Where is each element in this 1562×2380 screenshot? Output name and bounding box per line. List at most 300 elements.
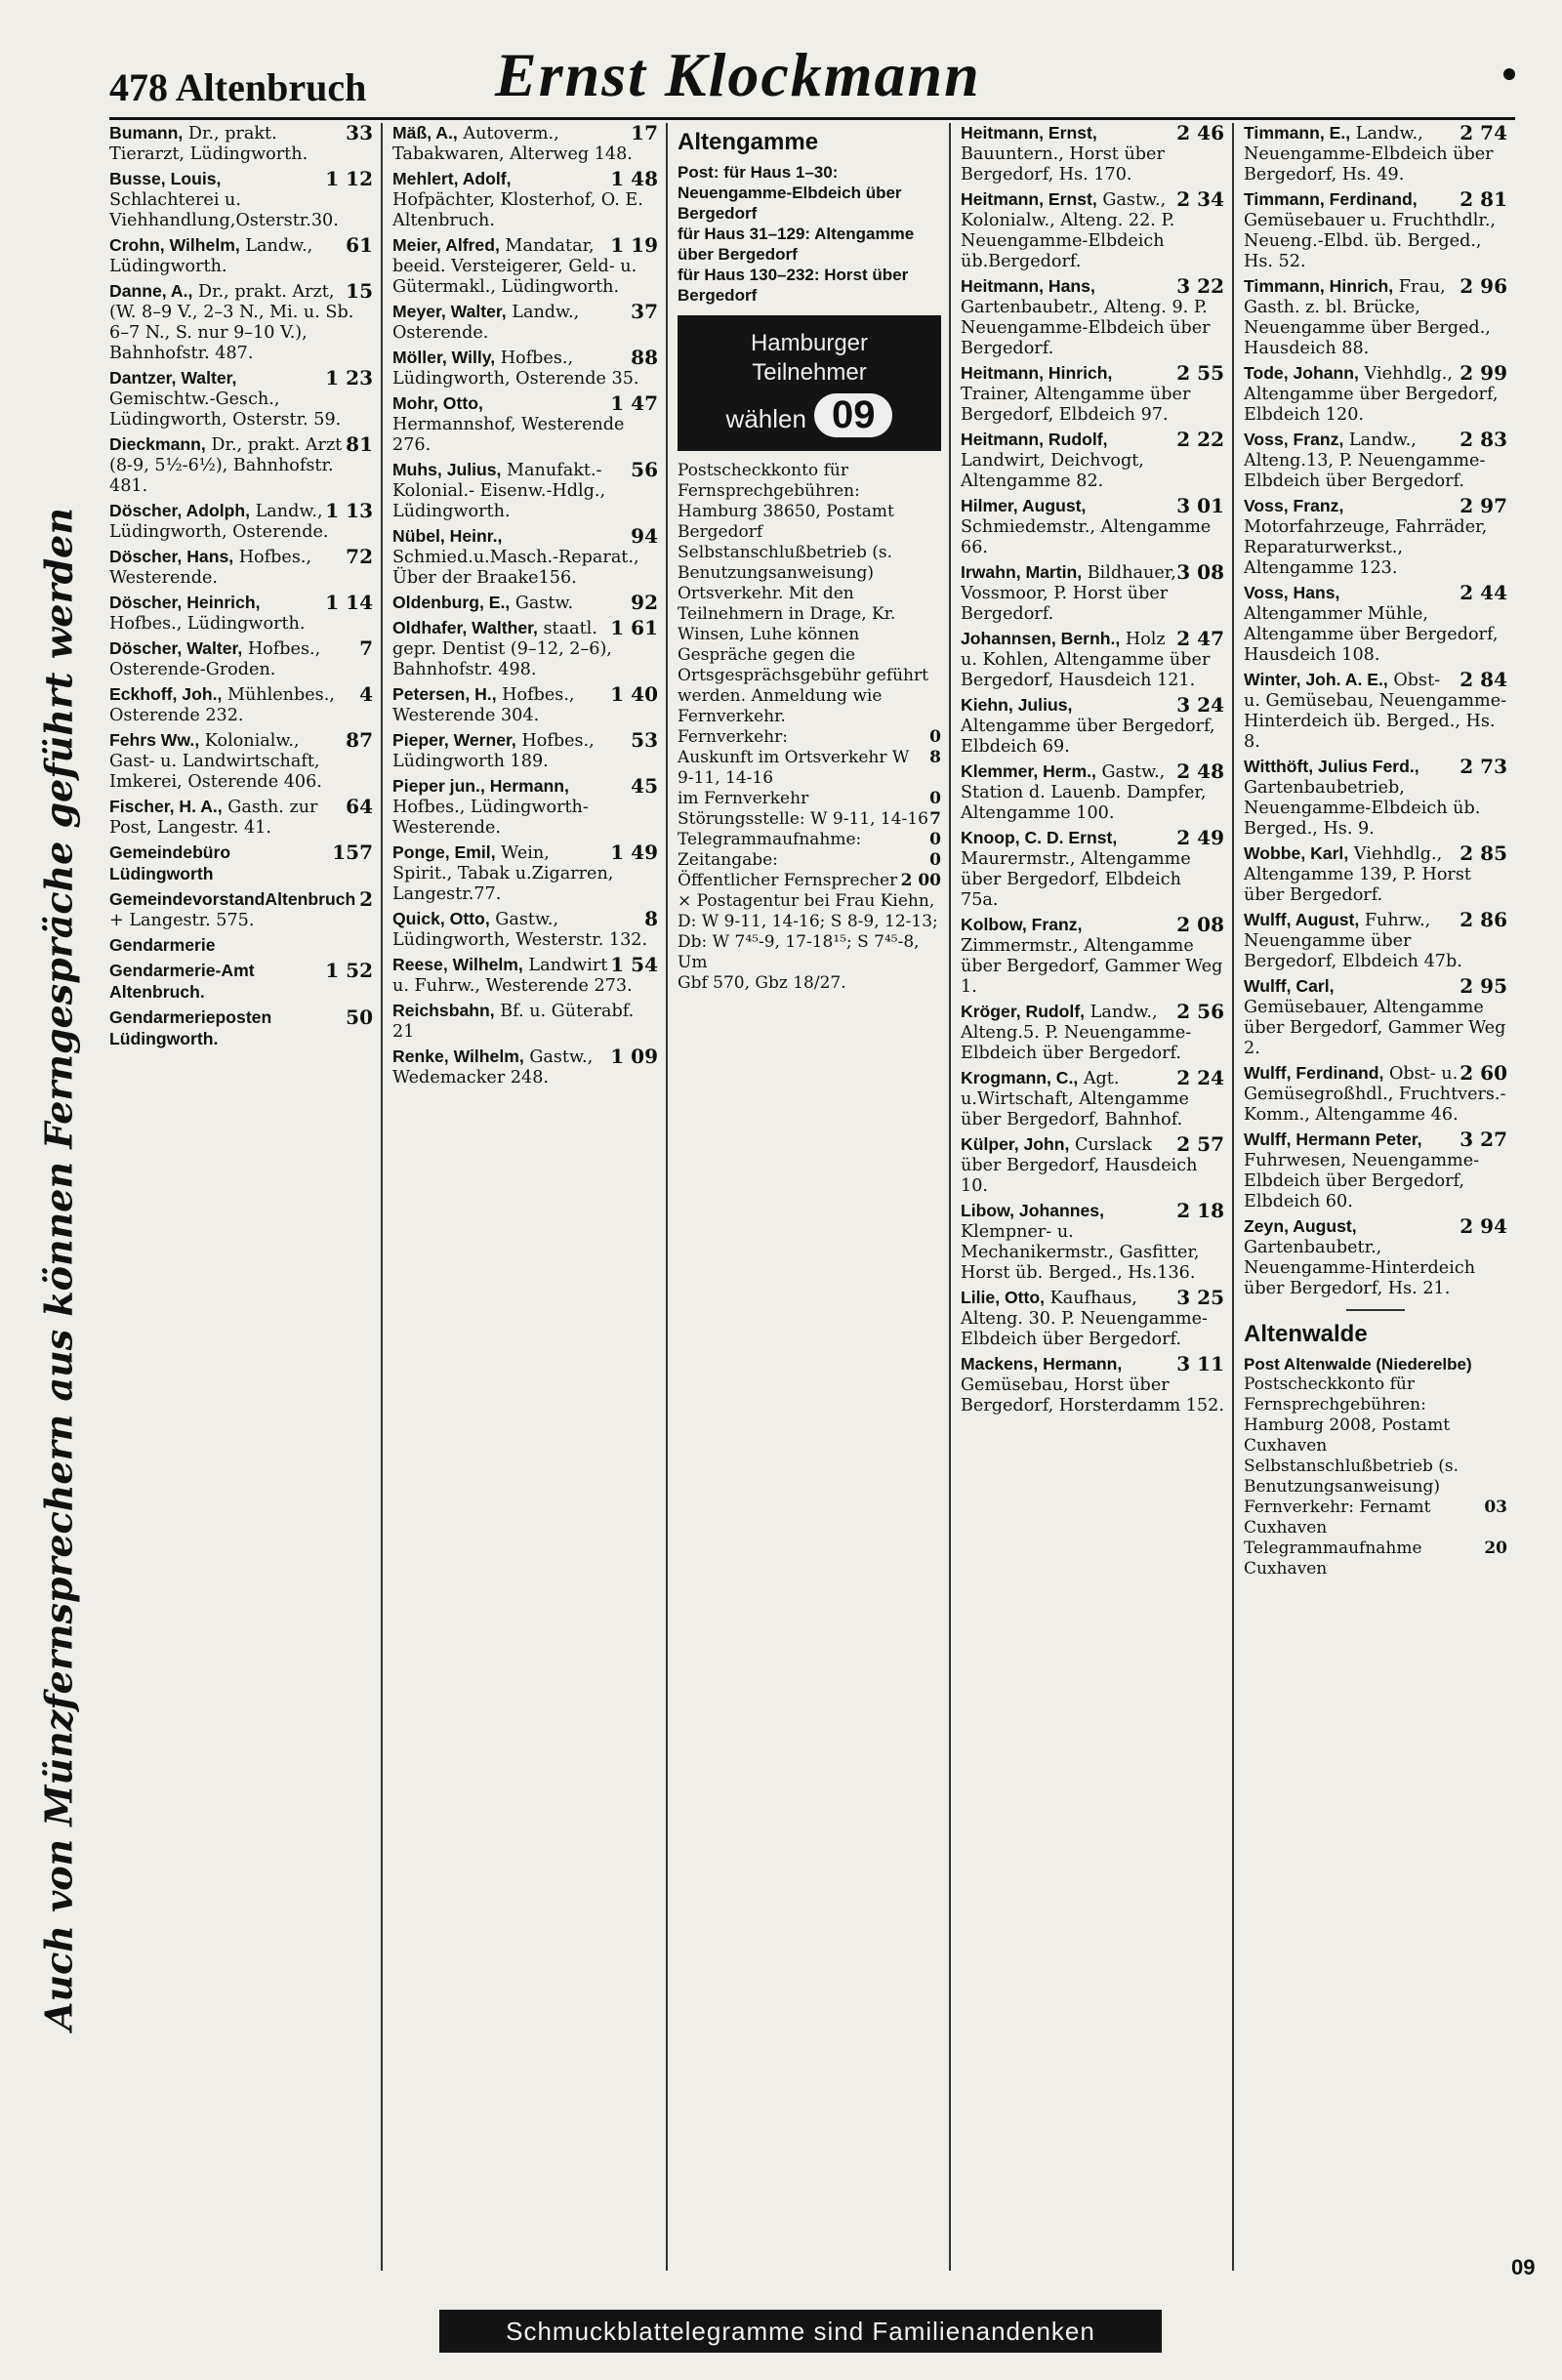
entry-phone-number: 3 08 [1176, 560, 1224, 584]
entry-phone-number: 1 09 [610, 1045, 658, 1068]
directory-columns [109, 123, 1515, 2271]
entry-name: Kröger, Rudolf, [961, 1002, 1086, 1021]
entry-phone-number: 2 44 [1459, 581, 1507, 604]
entry-phone-number: 92 [631, 591, 658, 614]
directory-entry [392, 123, 658, 165]
entry-phone-number: 50 [346, 1005, 373, 1029]
directory-entry [1244, 189, 1507, 272]
entry-details: Gastw., Lüdingworth, Westerstr. 132. [392, 910, 648, 950]
entry-name: Timmann, Hinrich, [1244, 276, 1394, 296]
directory-entry [109, 123, 373, 165]
directory-entry [392, 593, 658, 614]
entry-name: Hilmer, August, [961, 496, 1087, 515]
entry-phone-number: 61 [346, 233, 373, 257]
directory-entry [961, 828, 1224, 911]
entry-details: Dr., prakt. Arzt (8-9, 5½-6½), Bahnhofstr. 481. [109, 435, 343, 496]
entry-name: Kolbow, Franz, [961, 915, 1083, 934]
entry-phone-number: 2 74 [1459, 123, 1507, 144]
entry-details: Gartenbaubetr., Neuengamme-Hinterdeich über Bergedorf, Hs. 21. [1244, 1238, 1476, 1298]
service-line [678, 809, 941, 830]
entry-name: Mohr, Otto, [392, 393, 483, 413]
entry-name: Meier, Alfred, [392, 235, 500, 255]
entry-name: Oldhafer, Walther, [392, 618, 538, 637]
entry-name: Timmann, Ferdinand, [1244, 189, 1418, 209]
entry-name: Heitmann, Hinrich, [961, 363, 1113, 383]
entry-phone-number: 1 49 [610, 841, 658, 864]
entry-details: Gemüsebauer, Altengamme über Bergedorf, Gammer Weg 2. [1244, 998, 1506, 1058]
section-title-altengamme: Altengamme [678, 129, 819, 155]
page-header [109, 39, 1515, 120]
directory-entry [1244, 583, 1507, 666]
entry-details: Gasth. zur Post, Langestr. 41. [109, 798, 318, 838]
entry-details: Viehhdlg., Altengamme 139, P. Horst über Bergedorf. [1244, 844, 1471, 905]
entry-phone-number: 2 85 [1459, 841, 1507, 865]
service-label: Telegrammaufnahme: [678, 830, 862, 849]
directory-entry [109, 684, 373, 726]
altenwalde-services [1244, 1375, 1507, 1580]
entry-details: Hofbes., Lüdingworth 189. [392, 731, 595, 771]
entry-name: Döscher, Walter, [109, 638, 243, 658]
entry-phone-number: 2 83 [1459, 428, 1507, 451]
service-label: Postscheckkonto für Fernsprechgebühren: Hamburg 38650, Postamt Bergedorf [678, 461, 894, 542]
entry-phone-number: 2 46 [1176, 123, 1224, 144]
directory-entry [392, 909, 658, 951]
service-number: 03 [1484, 1498, 1507, 1517]
entry-name: Wobbe, Karl, [1244, 843, 1349, 863]
entry-name: Fischer, H. A., [109, 797, 223, 816]
directory-entry [392, 460, 658, 522]
entry-phone-number: 2 22 [1176, 428, 1224, 451]
entry-name: Oldenburg, E., [392, 593, 511, 612]
service-line [678, 850, 941, 871]
directory-entry [961, 1288, 1224, 1350]
entry-details: Bildhauer, Vossmoor, P. Horst über Bergedorf. [961, 563, 1176, 624]
entry-name: Döscher, Heinrich, [109, 593, 261, 612]
directory-entry [1244, 496, 1507, 579]
entry-phone-number: 3 24 [1176, 693, 1224, 717]
entry-name: Heitmann, Ernst, [961, 189, 1097, 209]
entry-details: Fuhrwesen, Neuengamme-Elbdeich über Bergedorf, Elbdeich 60. [1244, 1151, 1480, 1211]
entry-phone-number: 2 60 [1459, 1061, 1507, 1085]
entry-details: Maurermstr., Altengamme über Bergedorf, Elbdeich 75a. [961, 849, 1191, 910]
directory-entry [392, 684, 658, 726]
footer-ad-bar: Schmuckblattelegramme sind Familienandenken [439, 2310, 1162, 2353]
entry-name: Dantzer, Walter, [109, 368, 237, 388]
directory-entry [392, 776, 658, 839]
service-line [1244, 1498, 1507, 1539]
directory-entry [1244, 430, 1507, 492]
entry-phone-number: 87 [346, 728, 373, 752]
entry-details: Zimmermstr., Altengamme über Bergedorf, Gammer Weg 1. [961, 936, 1223, 997]
service-label: Auskunft im Ortsverkehr W 9-11, 14-16 [678, 748, 910, 788]
entry-name: Reese, Wilhelm, [392, 955, 523, 974]
entry-details: Gastw., Kolonialw., Alteng. 22. P. Neuengamme-Elbdeich üb.Bergedorf. [961, 190, 1175, 271]
entry-name: Heitmann, Ernst, [961, 123, 1097, 143]
directory-entry [1244, 123, 1507, 185]
directory-entry [109, 593, 373, 635]
side-vertical-text: Auch von Münzfernsprechern aus können Ferngespräche geführt werden [36, 508, 81, 2031]
entry-phone-number: 56 [631, 458, 658, 481]
service-line [678, 461, 941, 543]
post-line: Neuengamme-Elbdeich über Bergedorf [678, 184, 902, 223]
entry-name: Heitmann, Rudolf, [961, 430, 1108, 449]
entry-name: Heitmann, Hans, [961, 276, 1095, 296]
ad-line-1: Hamburger [750, 330, 869, 356]
service-number: 8 [929, 748, 941, 767]
entry-details: Landw., Lüdingworth, Osterende. [109, 502, 329, 542]
directory-entry [109, 638, 373, 680]
entry-name: Fehrs Ww., [109, 730, 200, 750]
entry-name: Crohn, Wilhelm, [109, 235, 240, 255]
entry-phone-number: 94 [631, 524, 658, 548]
directory-entry [1244, 276, 1507, 359]
entry-details: Landw., Alteng.5. P. Neuengamme-Elbdeich über Bergedorf. [961, 1003, 1192, 1063]
service-line [678, 830, 941, 850]
entry-details: Schlachterei u. Viehhandlung,Osterstr.30. [109, 190, 339, 230]
entry-name: Gendarmerie-Amt Altenbruch. [109, 961, 255, 1002]
entry-name: Renke, Wilhelm, [392, 1046, 524, 1066]
post-line: für Haus 31–129: Altengamme über Bergedorf [678, 225, 915, 264]
column-5-list [1244, 123, 1507, 1299]
directory-entry [961, 1002, 1224, 1064]
service-number: 0 [929, 850, 941, 870]
directory-entry [109, 797, 373, 839]
entry-phone-number: 3 11 [1176, 1352, 1224, 1375]
entry-name: Voss, Franz, [1244, 430, 1344, 449]
service-line [1244, 1539, 1507, 1580]
entry-name: Wulff, Carl, [1244, 976, 1335, 996]
directory-entry [109, 730, 373, 793]
entry-phone-number: 2 96 [1459, 274, 1507, 298]
service-label: Telegrammaufnahme Cuxhaven [1244, 1539, 1422, 1579]
entry-details: Curslack über Bergedorf, Hausdeich 10. [961, 1135, 1198, 1196]
service-label: Fernverkehr: [678, 727, 788, 747]
entry-phone-number: 4 [359, 682, 373, 706]
entry-details: Hofbes., Lüdingworth, Osterende 35. [392, 349, 639, 389]
entry-details: Trainer, Altengamme über Bergedorf, Elbdeich 97. [961, 385, 1191, 425]
directory-entry [109, 281, 373, 364]
entry-details: Landw., Alteng.13, P. Neuengamme-Elbdeich über Bergedorf. [1244, 431, 1486, 491]
service-line [678, 871, 941, 973]
entry-details: Autoverm., Tabakwaren, Alterweg 148. [392, 124, 633, 164]
entry-details: Landw., Osterende. [392, 303, 580, 343]
entry-phone-number: 2 56 [1176, 1000, 1224, 1023]
entry-details: Hermannshof, Westerende 276. [392, 415, 625, 455]
entry-phone-number: 3 27 [1459, 1128, 1507, 1151]
entry-phone-number: 1 52 [325, 959, 373, 982]
entry-details: Altengamme über Bergedorf, Elbdeich 69. [961, 717, 1215, 757]
entry-name: Lilie, Otto, [961, 1288, 1046, 1307]
service-label: Ortsverkehr. Mit den Teilnehmern in Drage, Kr. Winsen, Luhe können Gespräche gegen die Ortsgesprächsgebühr geführt werden. Anmeldung wie Fernverkehr. [678, 584, 928, 726]
entry-phone-number: 2 47 [1176, 627, 1224, 650]
entry-phone-number: 3 01 [1176, 494, 1224, 517]
directory-entry [961, 761, 1224, 824]
entry-phone-number: 2 18 [1176, 1199, 1224, 1222]
entry-phone-number: 37 [631, 300, 658, 323]
entry-details: Frau, Gasth. z. bl. Brücke, Neuengamme über Berged., Hausdeich 88. [1244, 277, 1491, 358]
directory-entry [1244, 843, 1507, 906]
service-label: im Fernverkehr [678, 789, 809, 808]
service-line [678, 789, 941, 809]
service-number: 0 [929, 830, 941, 849]
entry-name: Krogmann, C., [961, 1068, 1079, 1087]
altenwalde-post: Post Altenwalde (Niederelbe) [1244, 1355, 1472, 1374]
directory-entry [1244, 1216, 1507, 1299]
entry-details: Gemischtw.-Gesch., Lüdingworth, Osterstr. 59. [109, 390, 342, 430]
service-line [678, 973, 941, 994]
entry-name: Irwahn, Martin, [961, 562, 1083, 582]
entry-phone-number: 64 [346, 795, 373, 818]
directory-entry [961, 562, 1224, 625]
entry-details: Landwirt, Deichvogt, Altengamme 82. [961, 451, 1144, 491]
directory-entry [392, 955, 658, 997]
entry-phone-number: 1 12 [325, 167, 373, 190]
service-line [678, 543, 941, 584]
section-divider [1346, 1309, 1405, 1311]
service-label: Gbf 570, Gbz 18/27. [678, 973, 846, 993]
entry-phone-number: 2 55 [1176, 361, 1224, 385]
entry-name: Gendarmerie [109, 935, 216, 955]
entry-name: Möller, Willy, [392, 348, 496, 367]
directory-entry [109, 935, 373, 957]
entry-details: Gemüsebauer u. Fruchthdlr., Neueng.-Elbd. üb. Berged., Hs. 52. [1244, 211, 1497, 271]
directory-entry [1244, 910, 1507, 972]
directory-entry [109, 547, 373, 589]
directory-entry [961, 1201, 1224, 1284]
directory-entry [961, 123, 1224, 185]
entry-phone-number: 2 84 [1459, 668, 1507, 691]
directory-entry [1244, 670, 1507, 753]
entry-name: Timmann, E., [1244, 123, 1351, 143]
directory-entry [392, 169, 658, 231]
entry-phone-number: 2 99 [1459, 361, 1507, 385]
entry-name: Bumann, [109, 123, 184, 143]
entry-details: Hofbes., Lüdingworth-Westerende. [392, 798, 589, 838]
entry-name: Danne, A., [109, 281, 193, 301]
entry-phone-number: 2 49 [1176, 826, 1224, 849]
entry-details: Kolonialw., Gast- u. Landwirtschaft, Imkerei, Osterende 406. [109, 731, 322, 792]
entry-details: staatl. gepr. Dentist (9–12, 2–6), Bahnhofstr. 498. [392, 619, 612, 679]
entry-details: Hofbes., Lüdingworth. [109, 614, 306, 634]
entry-details: Mandatar, beeid. Versteigerer, Geld- u. Gütermakl., Lüdingworth. [392, 236, 637, 297]
entry-name: Wulff, Ferdinand, [1244, 1063, 1384, 1083]
service-line [1244, 1457, 1507, 1498]
entry-name: Kiehn, Julius, [961, 695, 1073, 715]
entry-name: Quick, Otto, [392, 909, 490, 928]
entry-name: Nübel, Heinr., [392, 526, 503, 546]
hamburg-dial-ad [678, 315, 941, 451]
entry-name: Pieper, Werner, [392, 730, 516, 750]
entry-phone-number: 2 86 [1459, 908, 1507, 931]
entry-details: Schmiedemstr., Altengamme 66. [961, 517, 1212, 557]
entry-details: Hofbes., Osterende-Groden. [109, 639, 321, 679]
entry-details: Viehhdlg., Altengamme über Bergedorf, Elbdeich 120. [1244, 364, 1499, 425]
section-title-altenwalde: Altenwalde [1244, 1321, 1368, 1347]
service-number: 20 [1484, 1539, 1507, 1558]
entry-phone-number: 1 61 [610, 616, 658, 639]
ad-line-3: wählen 09 [678, 393, 941, 437]
directory-entry [392, 302, 658, 344]
ad-line-2: Teilnehmer [752, 359, 867, 386]
entry-details: Dr., prakt. Arzt, (W. 8–9 V., 2–3 N., Mi. u. Sb. 6–7 N., S. nur 9–10 V.), Bahnhofstr. 487. [109, 282, 354, 363]
entry-phone-number: 3 22 [1176, 274, 1224, 298]
entry-phone-number: 2 57 [1176, 1132, 1224, 1156]
directory-entry [1244, 1129, 1507, 1212]
directory-entry [392, 730, 658, 772]
directory-entry [961, 430, 1224, 492]
column-4 [961, 123, 1234, 2271]
directory-entry [1244, 1063, 1507, 1126]
directory-entry [1244, 976, 1507, 1059]
entry-phone-number: 2 34 [1176, 187, 1224, 211]
service-number: 7 [929, 809, 941, 829]
entry-name: GemeindevorstandAltenbruch [109, 889, 356, 909]
entry-phone-number: 2 97 [1459, 494, 1507, 517]
directory-entry [392, 842, 658, 905]
advertiser-banner: Ernst Klockmann [495, 40, 981, 109]
service-number: 2 00 [900, 871, 941, 890]
entry-details: Landw., Lüdingworth. [109, 236, 313, 276]
entry-details: Bf. u. Güterabf. 21 [392, 1002, 635, 1042]
entry-phone-number: 88 [631, 346, 658, 369]
entry-name: Wulff, Hermann Peter, [1244, 1129, 1422, 1149]
entry-details: Agt. u.Wirtschaft, Altengamme über Bergedorf, Bahnhof. [961, 1069, 1189, 1129]
entry-details: Gartenbaubetr., Alteng. 9. P. Neuengamme-Elbdeich über Bergedorf. [961, 298, 1211, 358]
entry-name: Meyer, Walter, [392, 302, 507, 321]
service-label: Zeitangabe: [678, 850, 778, 870]
directory-entry [109, 961, 373, 1004]
entry-details: Landw., Neuengamme-Elbdeich über Bergedorf, Hs. 49. [1244, 124, 1494, 185]
entry-phone-number: 1 48 [610, 167, 658, 190]
entry-name: Knoop, C. D. Ernst, [961, 828, 1118, 847]
entry-name: Zeyn, August, [1244, 1216, 1357, 1236]
entry-name: Külper, John, [961, 1134, 1070, 1154]
entry-phone-number: 2 94 [1459, 1214, 1507, 1238]
service-number: 0 [929, 727, 941, 747]
entry-details: Motorfahrzeuge, Fahrräder, Reparaturwerkst., Altengamme 123. [1244, 517, 1488, 578]
entry-phone-number: 45 [631, 774, 658, 798]
entry-details: Hofpächter, Klosterhof, O. E. Altenbruch. [392, 190, 643, 230]
directory-entry [961, 915, 1224, 998]
service-line [1244, 1375, 1507, 1457]
entry-name: Johannsen, Bernh., [961, 629, 1121, 648]
entry-name: Tode, Johann, [1244, 363, 1359, 383]
directory-entry [392, 348, 658, 390]
entry-phone-number: 8 [644, 907, 658, 930]
directory-entry [961, 363, 1224, 426]
entry-details: Gemüsebau, Horst über Bergedorf, Horsterdamm 152. [961, 1375, 1224, 1416]
entry-name: Klemmer, Herm., [961, 761, 1096, 781]
entry-details: Schmied.u.Masch.-Reparat., Über der Braake156. [392, 548, 639, 588]
directory-entry [961, 1068, 1224, 1130]
entry-name: Wulff, August, [1244, 910, 1360, 929]
entry-details: Holz u. Kohlen, Altengamme über Bergedorf, Hausdeich 121. [961, 630, 1211, 690]
entry-phone-number: 1 40 [610, 682, 658, 706]
entry-details: Hofbes., Westerende 304. [392, 685, 575, 725]
entry-phone-number: 1 54 [610, 953, 658, 976]
entry-name: Pieper jun., Hermann, [392, 776, 569, 796]
entry-details: Gastw., Station d. Lauenb. Dampfer, Altengamme 100. [961, 762, 1207, 823]
entry-phone-number: 1 13 [325, 499, 373, 522]
entry-name: Voss, Hans, [1244, 583, 1340, 602]
directory-entry [109, 368, 373, 431]
service-label: Postscheckkonto für Fernsprechgebühren: Hamburg 2008, Postamt Cuxhaven [1244, 1375, 1451, 1456]
directory-entry [392, 1001, 658, 1043]
entry-details: Obst- u. Gemüsegroßhdl., Fruchtvers.-Komm., Altengamme 46. [1244, 1064, 1506, 1125]
entry-phone-number: 2 [359, 887, 373, 911]
entry-details: Altengammer Mühle, Altengamme über Bergedorf, Hausdeich 108. [1244, 604, 1499, 665]
directory-entry [961, 1134, 1224, 1197]
entry-phone-number: 2 95 [1459, 974, 1507, 998]
entry-phone-number: 2 73 [1459, 755, 1507, 778]
entry-phone-number: 1 47 [610, 391, 658, 415]
directory-entry [109, 501, 373, 543]
footer-code: 09 [1511, 2255, 1536, 2279]
entry-phone-number: 7 [359, 636, 373, 660]
entry-name: Mehlert, Adolf, [392, 169, 512, 188]
service-label: Selbstanschlußbetrieb (s. Benutzungsanweisung) [1244, 1457, 1459, 1497]
column-2 [392, 123, 668, 2271]
service-line [678, 727, 941, 748]
entry-name: Winter, Joh. A. E., [1244, 670, 1388, 689]
entry-details: Gastw., Wedemacker 248. [392, 1047, 594, 1087]
post-line: Post: für Haus 1–30: [678, 163, 839, 182]
service-label: Störungsstelle: W 9-11, 14-16 [678, 809, 928, 829]
directory-entry [1244, 363, 1507, 426]
entry-phone-number: 2 48 [1176, 759, 1224, 783]
directory-entry [109, 1007, 373, 1050]
entry-details: Mühlenbes., Osterende 232. [109, 685, 335, 725]
directory-entry [961, 189, 1224, 272]
entry-phone-number: 81 [346, 432, 373, 456]
entry-phone-number: 3 25 [1176, 1286, 1224, 1309]
entry-details: + Langestr. 575. [109, 911, 255, 930]
service-number: 0 [929, 789, 941, 808]
post-line: für Haus 130–232: Horst über Bergedorf [678, 266, 909, 305]
service-list [678, 461, 941, 994]
directory-entry [961, 695, 1224, 758]
entry-name: Döscher, Hans, [109, 547, 234, 566]
entry-name: Döscher, Adolph, [109, 501, 251, 520]
entry-phone-number: 15 [346, 279, 373, 303]
entry-name: Ponge, Emil, [392, 842, 496, 862]
directory-entry [392, 393, 658, 456]
directory-entry [392, 618, 658, 680]
service-label: Selbstanschlußbetrieb (s. Benutzungsanweisung) [678, 543, 893, 583]
page-number: 478 Altenbruch [109, 65, 367, 109]
entry-phone-number: 17 [631, 123, 658, 144]
directory-entry [109, 842, 373, 885]
entry-name: Mäß, A., [392, 123, 458, 143]
entry-phone-number: 72 [346, 545, 373, 568]
entry-details: Fuhrw., Neuengamme über Bergedorf, Elbdeich 47b. [1244, 911, 1462, 971]
entry-details: Dr., prakt. Tierarzt, Lüdingworth. [109, 124, 308, 164]
entry-phone-number: 53 [631, 728, 658, 752]
entry-name: Gendarmerieposten Lüdingworth. [109, 1007, 272, 1048]
entry-details: Hofbes., Westerende. [109, 548, 312, 588]
entry-name: Muhs, Julius, [392, 460, 502, 479]
column-1 [109, 123, 383, 2271]
service-label: Öffentlicher Fernsprecher × Postagentur bei Frau Kiehn, D: W 9-11, 14-16; S 8-9, 12-13; Db: W 7⁴⁵-9, 17-18¹⁵; S 7⁴⁵-8, Um [678, 871, 938, 972]
directory-entry [109, 434, 373, 497]
entry-name: Dieckmann, [109, 434, 206, 454]
entry-phone-number: 2 24 [1176, 1066, 1224, 1089]
entry-name: Petersen, H., [392, 684, 497, 704]
column-5 [1244, 123, 1515, 2271]
entry-phone-number: 1 19 [610, 233, 658, 257]
entry-details: Bauuntern., Horst über Bergedorf, Hs. 170. [961, 144, 1165, 185]
entry-phone-number: 33 [346, 123, 373, 144]
